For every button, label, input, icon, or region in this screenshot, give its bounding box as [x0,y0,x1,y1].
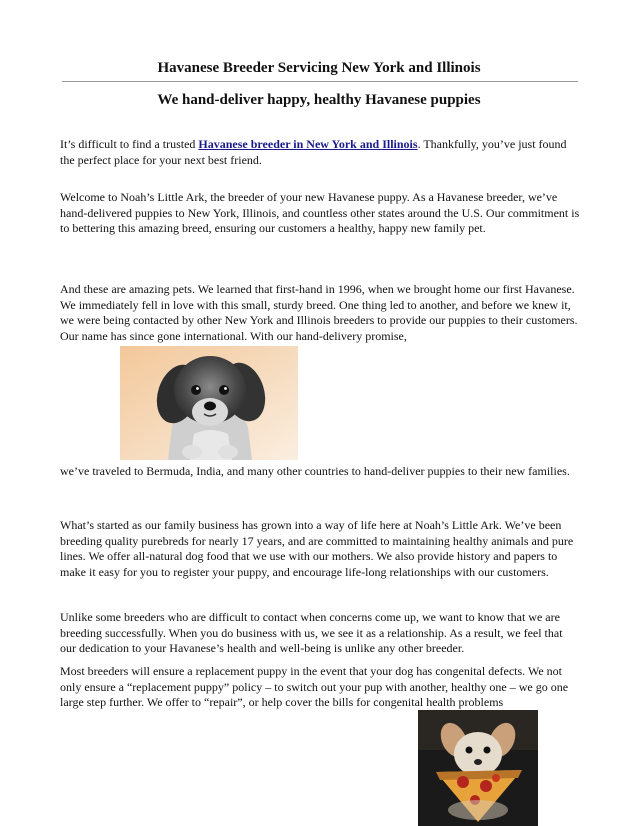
replacement-policy-paragraph: Most breeders will ensure a replacement puppy in the event that your dog has congenital defects. We not only ensure a “replacement puppy” policy – to switch out your pup with another, healthy one – we go one large step further. We offer to “repair”, or help cover the bills for congenital health problems [60,664,569,710]
relationship-paragraph: Unlike some breeders who are difficult to contact when concerns come up, we want to know that we are breeding successfully. When you do business with us, we see it as a relationship. As a result, we feel that our dedication to your Havanese’s health and well-being is unlike any other breeder. [60,610,563,656]
family-business-paragraph: What’s started as our family business has grown into a way of life here at Noah’s Little Ark. We’ve been breeding quality purebreds for nearly 17 years, and are committed to maintaining healthy animals and pure lines. We offer all-natural dog food that we use with our mothers. We also provide history and papers to make it easy for you to register your puppy, and encourage life-long relationships with our customers. [60,518,574,579]
page-title: Havanese Breeder Servicing New York and Illinois [157,60,481,76]
intro-text-after: . Thankfully, you’ve just found the perfect place for your next best friend. [60,137,567,167]
puppy-with-pizza-photo [418,710,538,826]
history-paragraph: And these are amazing pets. We learned that first-hand in 1996, when we brought home our first Havanese. We immediately fell in love with this small, sturdy breed. One thing led to another, and before we knew it, we were being contacted by other New York and Illinois breeders to provide our puppies to their customers. Our name has since gone international. With our hand-delivery promise, [60,282,578,343]
intro-paragraph [60,137,580,168]
travel-paragraph: we’ve traveled to Bermuda, India, and many other countries to hand-deliver puppies to their new families. [60,464,570,478]
havanese-breeder-link[interactable]: Havanese breeder in New York and Illinois [198,137,418,151]
title-divider [62,81,578,82]
intro-text-before: It’s difficult to find a trusted [60,137,199,151]
havanese-puppy-photo [120,346,298,460]
welcome-paragraph: Welcome to Noah’s Little Ark, the breeder of your new Havanese puppy. As a Havanese breeder, we’ve hand-delivered puppies to New York, Illinois, and countless other states around the U.S. Our commitment is to bettering this amazing breed, ensuring our customers a healthy, happy new family pet. [60,190,580,236]
page-subtitle: We hand-deliver happy, healthy Havanese puppies [157,92,481,108]
